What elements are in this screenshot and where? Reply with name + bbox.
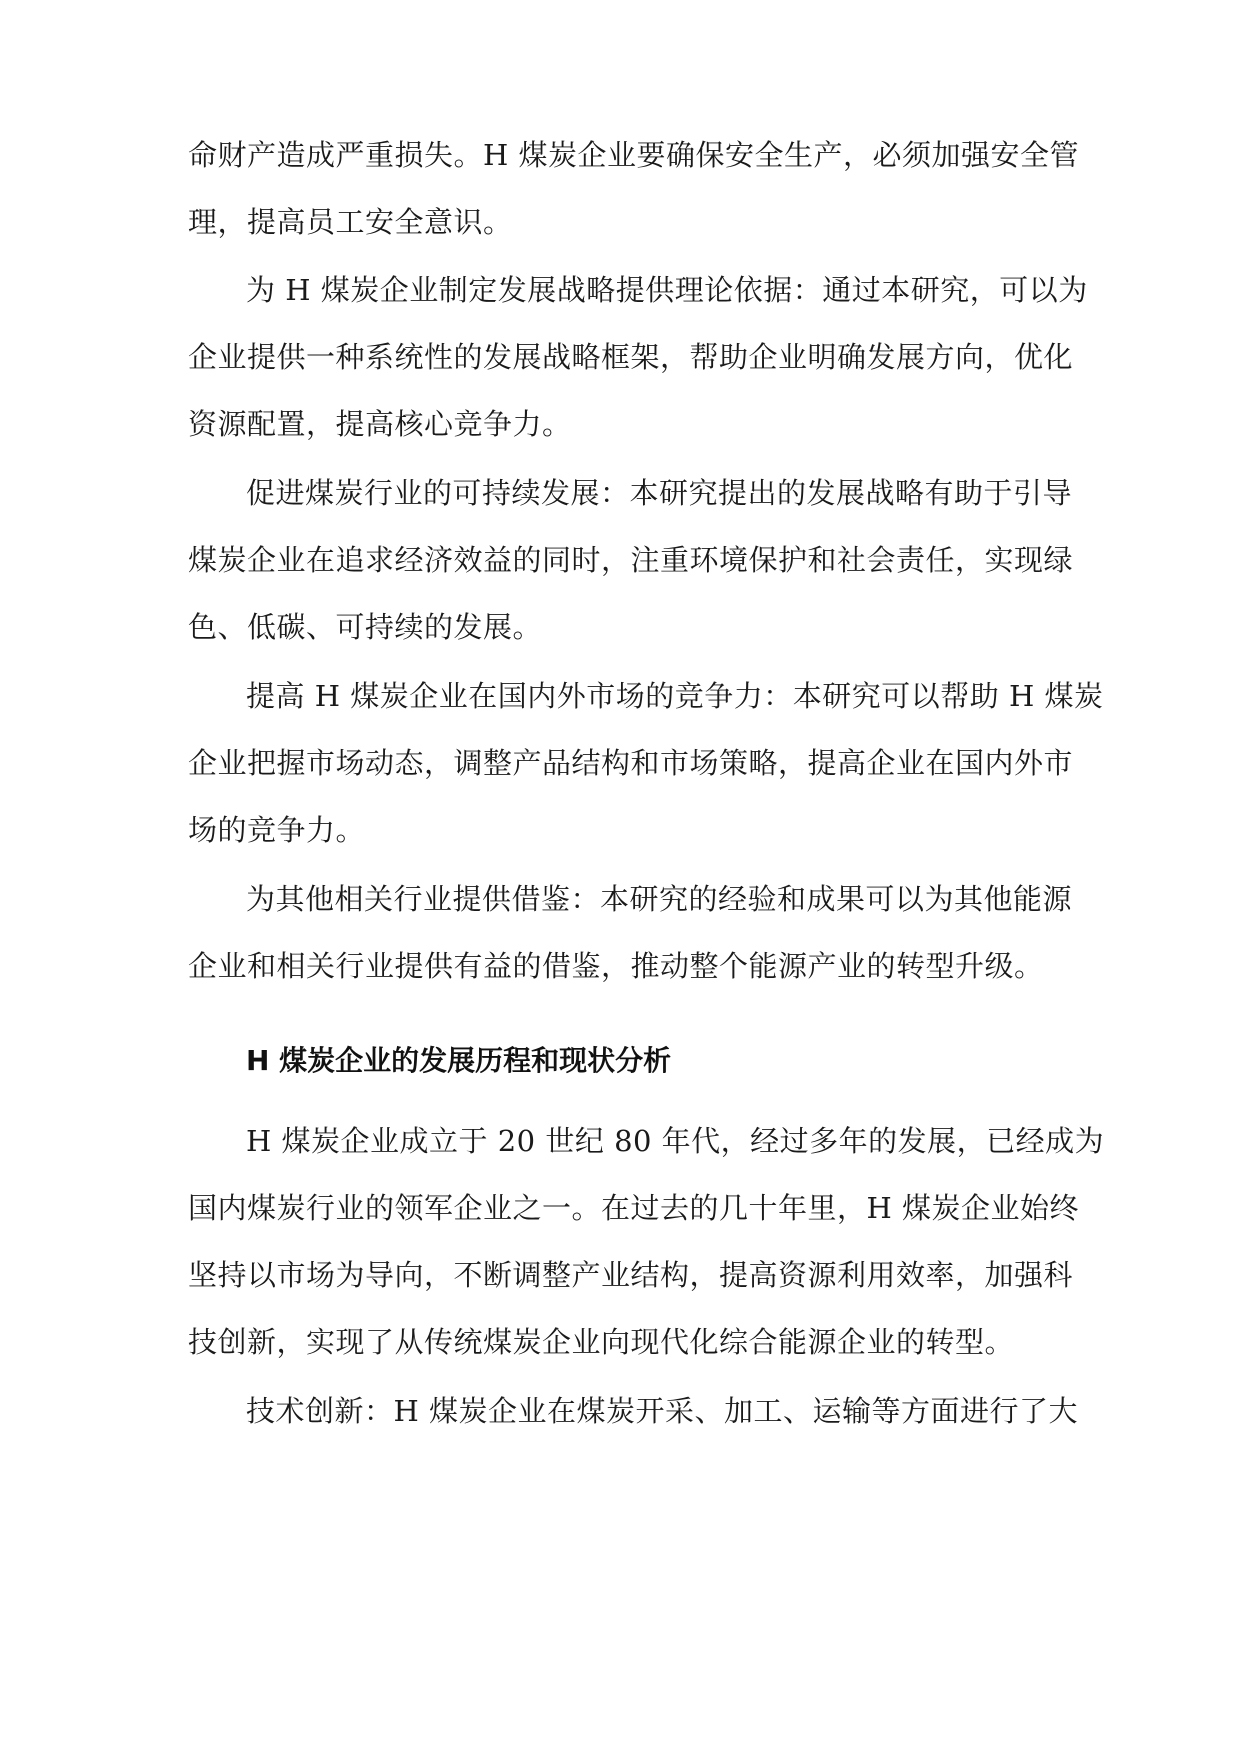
paragraph-line: H 煤炭企业成立于 20 世纪 80 年代，经过多年的发展，已经成为: [246, 1124, 1105, 1158]
paragraph-line: 企业提供一种系统性的发展战略框架，帮助企业明确发展方向，优化: [188, 340, 1074, 374]
paragraph-line: 理，提高员工安全意识。: [188, 205, 513, 239]
paragraph-line: 技术创新：H 煤炭企业在煤炭开采、加工、运输等方面进行了大: [246, 1394, 1079, 1428]
paragraph-line: 技创新，实现了从传统煤炭企业向现代化综合能源企业的转型。: [188, 1325, 1015, 1359]
paragraph-line: 场的竞争力。: [188, 813, 366, 847]
paragraph-line: 色、低碳、可持续的发展。: [188, 610, 543, 644]
paragraph-line: 坚持以市场为导向，不断调整产业结构，提高资源利用效率，加强科: [188, 1258, 1074, 1292]
paragraph-line: 资源配置，提高核心竞争力。: [188, 407, 572, 441]
paragraph-line: 提高 H 煤炭企业在国内外市场的竞争力：本研究可以帮助 H 煤炭: [246, 679, 1104, 713]
paragraph-line: 企业把握市场动态，调整产品结构和市场策略，提高企业在国内外市: [188, 746, 1074, 780]
paragraph-line: 为 H 煤炭企业制定发展战略提供理论依据：通过本研究，可以为: [246, 273, 1088, 307]
paragraph-line: 促进煤炭行业的可持续发展：本研究提出的发展战略有助于引导: [246, 476, 1073, 510]
section-heading: H 煤炭企业的发展历程和现状分析: [246, 1044, 672, 1077]
paragraph-line: 煤炭企业在追求经济效益的同时，注重环境保护和社会责任，实现绿: [188, 543, 1074, 577]
paragraph-line: 国内煤炭行业的领军企业之一。在过去的几十年里，H 煤炭企业始终: [188, 1191, 1080, 1225]
paragraph-line: 为其他相关行业提供借鉴：本研究的经验和成果可以为其他能源: [246, 882, 1073, 916]
paragraph-line: 企业和相关行业提供有益的借鉴，推动整个能源产业的转型升级。: [188, 949, 1044, 983]
paragraph-line: 命财产造成严重损失。H 煤炭企业要确保安全生产，必须加强安全管: [188, 138, 1080, 172]
